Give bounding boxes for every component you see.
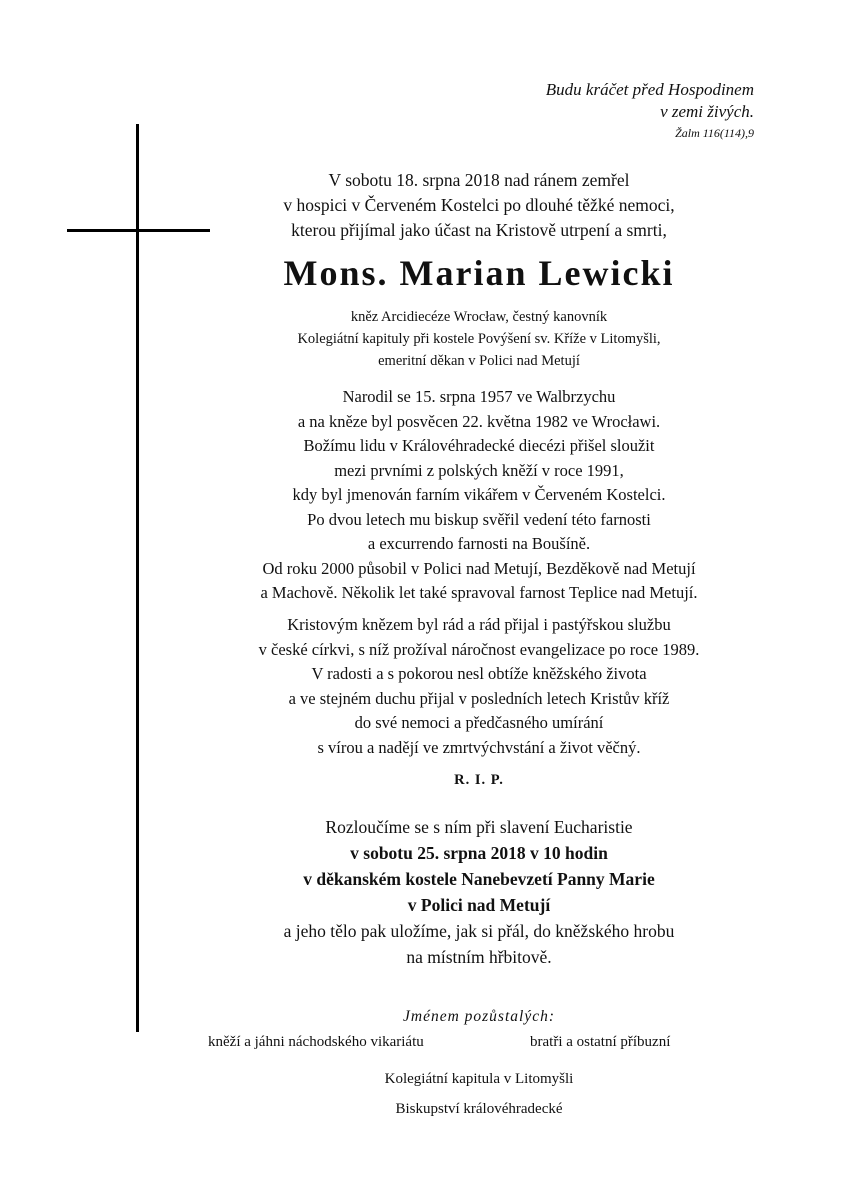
motto-line-2: v zemi živých. (660, 102, 754, 121)
bio-line: Božímu lidu v Královéhradecké diecézi přišel sloužit (303, 436, 655, 455)
title-line: emeritní děkan v Polici nad Metují (378, 353, 580, 369)
on-behalf-heading: Jménem pozůstalých: (403, 1008, 555, 1025)
title-line: kněz Arcidiecéze Wrocław, čestný kanovník (350, 309, 608, 325)
intro-line: kterou přijímal jako účast na Kristově utrpení a smrti, (291, 220, 667, 240)
signer-chapter: Kolegiátní kapitula v Litomyšli (384, 1071, 574, 1087)
intro-line: V sobotu 18. srpna 2018 nad ránem zemřel (328, 170, 630, 190)
signer-family: bratři a ostatní příbuzní (530, 1034, 671, 1050)
signers-row (0, 1034, 848, 1058)
bio-line: Po dvou letech mu biskup svěřil vedení této farnosti (307, 509, 651, 529)
signer-clergy: kněží a jáhni náchodského vikariátu (208, 1034, 424, 1050)
deceased-name: Mons. Marian Lewicki (283, 253, 675, 293)
faith-line: Kristovým knězem byl rád a rád přijal i pastýřskou službu (287, 615, 671, 634)
motto-line-1: Budu kráčet před Hospodinem (545, 80, 754, 99)
bio-line: a excurrendo farnosti na Boušíně. (367, 534, 591, 553)
biography (0, 385, 848, 606)
bio-line: a na kněze byl posvěcen 22. května 1982 ve Wrocławi. (297, 411, 661, 431)
bio-line: a Machově. Několik let také spravoval farnost Teplice nad Metují. (260, 583, 698, 602)
signers-list (0, 1064, 848, 1124)
deceased-titles (0, 306, 848, 372)
faith-line: v české církvi, s níž prožíval náročnost evangelizace po roce 1989. (258, 639, 700, 659)
funeral-town: v Polici nad Metují (407, 895, 551, 915)
faith-line: V radosti a s pokorou nesl obtíže kněžského života (311, 664, 647, 683)
bio-line: Od roku 2000 působil v Polici nad Metují, Bezděkově nad Metují (262, 558, 696, 578)
title-line: Kolegiátní kapituly při kostele Povýšení sv. Kříže v Litomyšli, (297, 331, 661, 347)
funeral-line: Rozloučíme se s ním při slavení Eucharistie (325, 817, 633, 837)
funeral-line: na místním hřbitově. (406, 947, 552, 967)
faith-line: s vírou a nadějí ve zmrtvýchvstání a život věčný. (317, 737, 641, 757)
psalm-motto (546, 79, 754, 142)
faith-line: a ve stejném duchu přijal v posledních letech Kristův kříž (288, 688, 670, 708)
faith-line: do své nemoci a předčasného umírání (354, 713, 604, 732)
funeral-details (0, 814, 848, 970)
funeral-date: v sobotu 25. srpna 2018 v 10 hodin (350, 843, 608, 863)
faith-paragraph (0, 613, 848, 760)
bio-line: Narodil se 15. srpna 1957 ve Walbrzychu (342, 387, 616, 406)
bio-line: kdy byl jmenován farním vikářem v Červeném Kostelci. (292, 485, 666, 504)
death-announcement (0, 168, 848, 243)
motto-reference: Žalm 116(114),9 (675, 126, 754, 140)
bio-line: mezi prvními z polských kněží v roce 1991, (334, 460, 624, 480)
signer-bishopric: Biskupství královéhradecké (395, 1101, 563, 1117)
funeral-line: a jeho tělo pak uložíme, jak si přál, do kněžského hrobu (283, 921, 675, 941)
rip-text: R. I. P. (454, 772, 504, 788)
intro-line: v hospici v Červeném Kostelci po dlouhé těžké nemoci, (283, 195, 675, 215)
funeral-church: v děkanském kostele Nanebevzetí Panny Marie (303, 869, 655, 889)
